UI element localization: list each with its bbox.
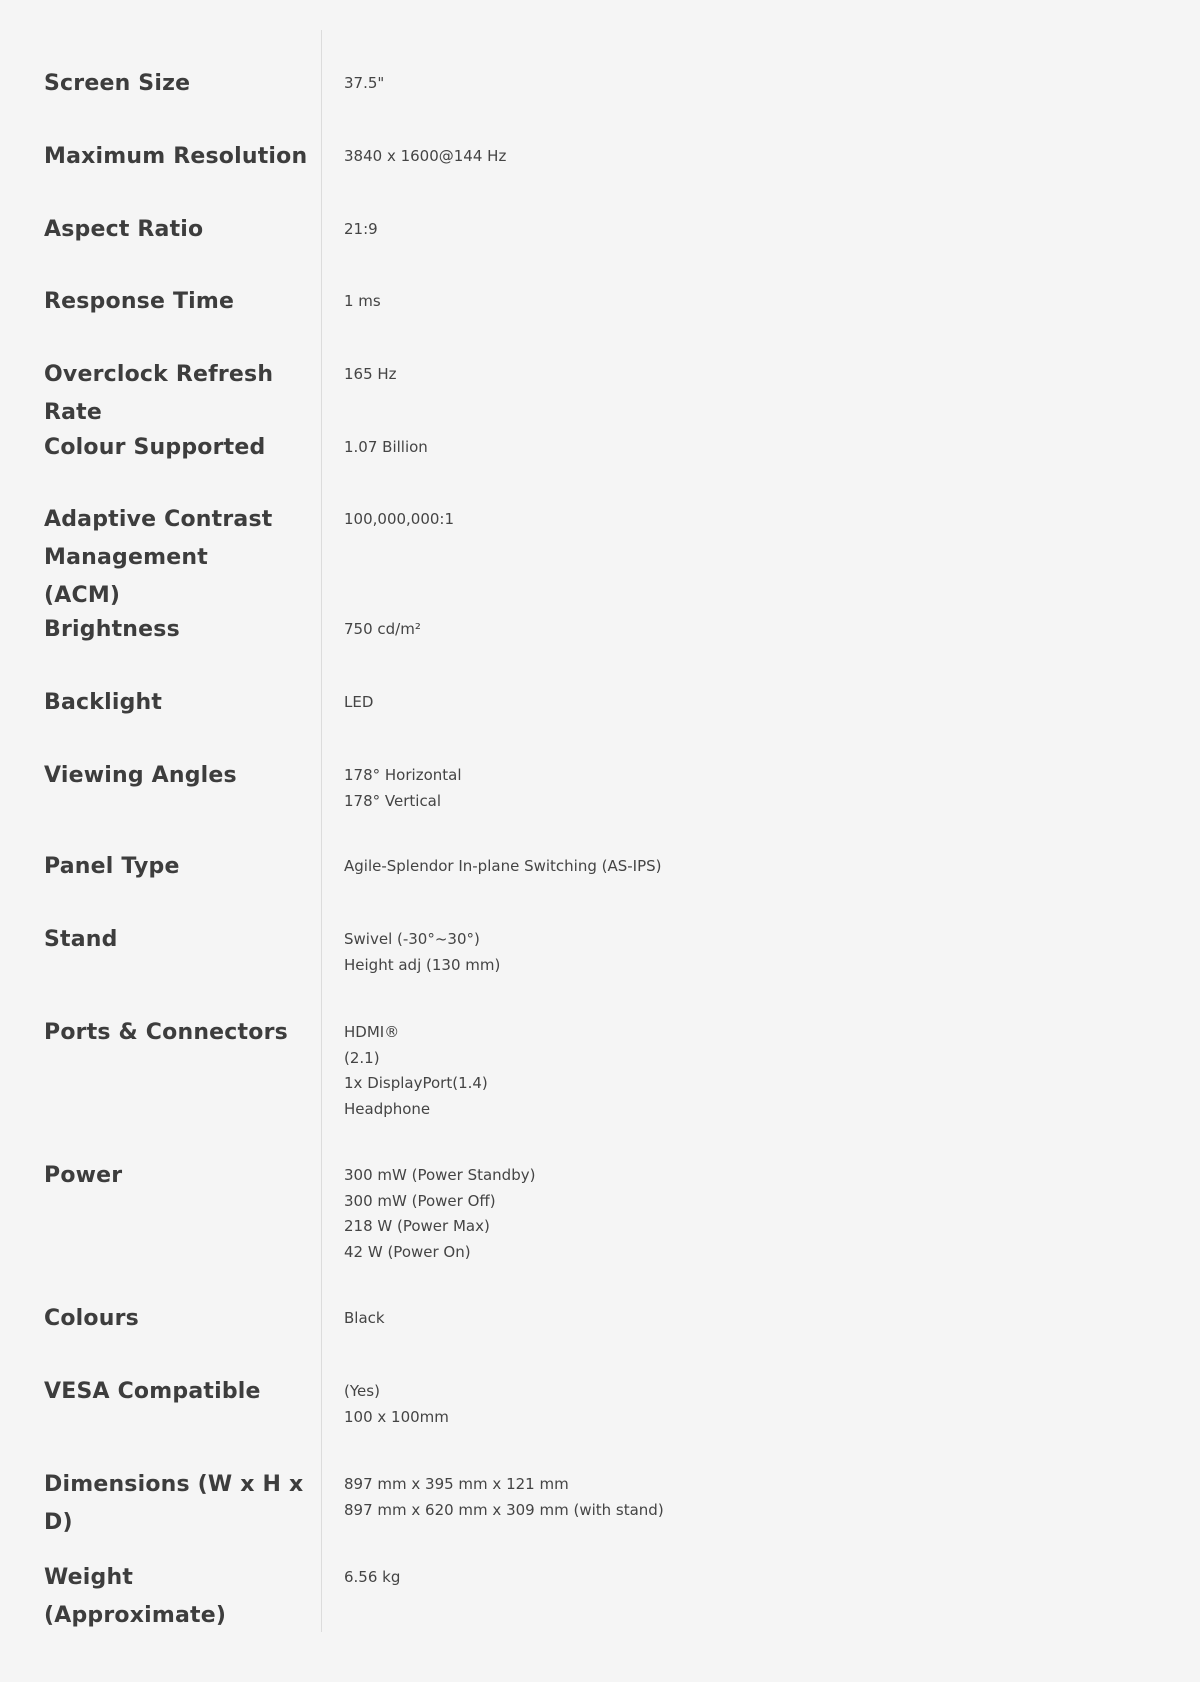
spec-value-line: 300 mW (Power Off) [344, 1191, 496, 1210]
spec-value [344, 1306, 1144, 1332]
spec-label: Response Time [44, 289, 235, 314]
spec-label: Adaptive Contrast Management (ACM) [44, 507, 273, 608]
spec-value-line: HDMI® [344, 1023, 400, 1041]
spec-label: Power [44, 1163, 123, 1188]
spec-label: Weight (Approximate) [44, 1565, 227, 1628]
spec-value-line: 178° Vertical [344, 791, 442, 810]
spec-label: Backlight [44, 690, 163, 715]
spec-value [344, 507, 1144, 533]
spec-value [344, 144, 1144, 170]
spec-value [344, 690, 1144, 716]
spec-value-line: 37.5" [344, 74, 385, 92]
spec-value-line: 300 mW (Power Standby) [344, 1166, 536, 1184]
spec-value [344, 362, 1144, 388]
spec-value-line: Agile-Splendor In-plane Switching (AS-IPS) [344, 857, 662, 875]
spec-value [344, 1565, 1144, 1591]
spec-value [344, 435, 1144, 461]
spec-value [344, 854, 1144, 880]
spec-label: Maximum Resolution [44, 144, 308, 169]
spec-value-line: (2.1) [344, 1048, 380, 1067]
spec-value-line: Black [344, 1309, 385, 1327]
spec-value-line: 1x DisplayPort(1.4) [344, 1074, 488, 1092]
spec-value-line: 750 cd/m² [344, 620, 421, 638]
spec-value-line: Height adj (130 mm) [344, 955, 501, 974]
spec-value-line: 42 W (Power On) [344, 1242, 471, 1261]
spec-value-line: 897 mm x 620 mm x 309 mm (with stand) [344, 1500, 664, 1519]
spec-value-line: Headphone [344, 1099, 431, 1118]
spec-label: Ports & Connectors [44, 1020, 288, 1045]
spec-value-line: 178° Horizontal [344, 766, 462, 784]
spec-value-line: LED [344, 693, 374, 711]
spec-value [344, 617, 1144, 643]
spec-value [344, 1379, 1144, 1430]
spec-value-line: (Yes) [344, 1382, 380, 1400]
spec-label: Viewing Angles [44, 763, 237, 788]
spec-value [344, 1163, 1144, 1265]
spec-value-line: 100 x 100mm [344, 1407, 449, 1426]
spec-value-line: 21:9 [344, 220, 378, 238]
spec-label: Aspect Ratio [44, 217, 204, 242]
spec-value-line: 218 W (Power Max) [344, 1217, 490, 1235]
spec-value [344, 763, 1144, 814]
spec-value [344, 1472, 1144, 1523]
spec-value-line: Swivel (-30°~30°) [344, 930, 480, 948]
spec-value-line: 6.56 kg [344, 1568, 401, 1586]
spec-label: Stand [44, 927, 118, 952]
spec-value [344, 1020, 1144, 1122]
spec-value [344, 71, 1144, 97]
spec-value [344, 217, 1144, 243]
spec-label: Screen Size [44, 71, 191, 96]
spec-value-line: 100,000,000:1 [344, 510, 455, 528]
column-divider [321, 30, 322, 1632]
spec-label: Overclock Refresh Rate [44, 362, 274, 425]
spec-value [344, 927, 1144, 978]
spec-label: Colours [44, 1306, 139, 1331]
spec-label: Brightness [44, 617, 180, 642]
spec-value-line: 3840 x 1600@144 Hz [344, 147, 507, 165]
spec-label: Dimensions (W x H x D) [44, 1472, 304, 1535]
spec-value-line: 1.07 Billion [344, 438, 428, 456]
spec-label: VESA Compatible [44, 1379, 261, 1404]
spec-label: Colour Supported [44, 435, 266, 460]
spec-value-line: 165 Hz [344, 365, 397, 383]
spec-value [344, 289, 1144, 315]
spec-value-line: 897 mm x 395 mm x 121 mm [344, 1475, 569, 1493]
spec-value-line: 1 ms [344, 292, 381, 310]
spec-label: Panel Type [44, 854, 180, 879]
